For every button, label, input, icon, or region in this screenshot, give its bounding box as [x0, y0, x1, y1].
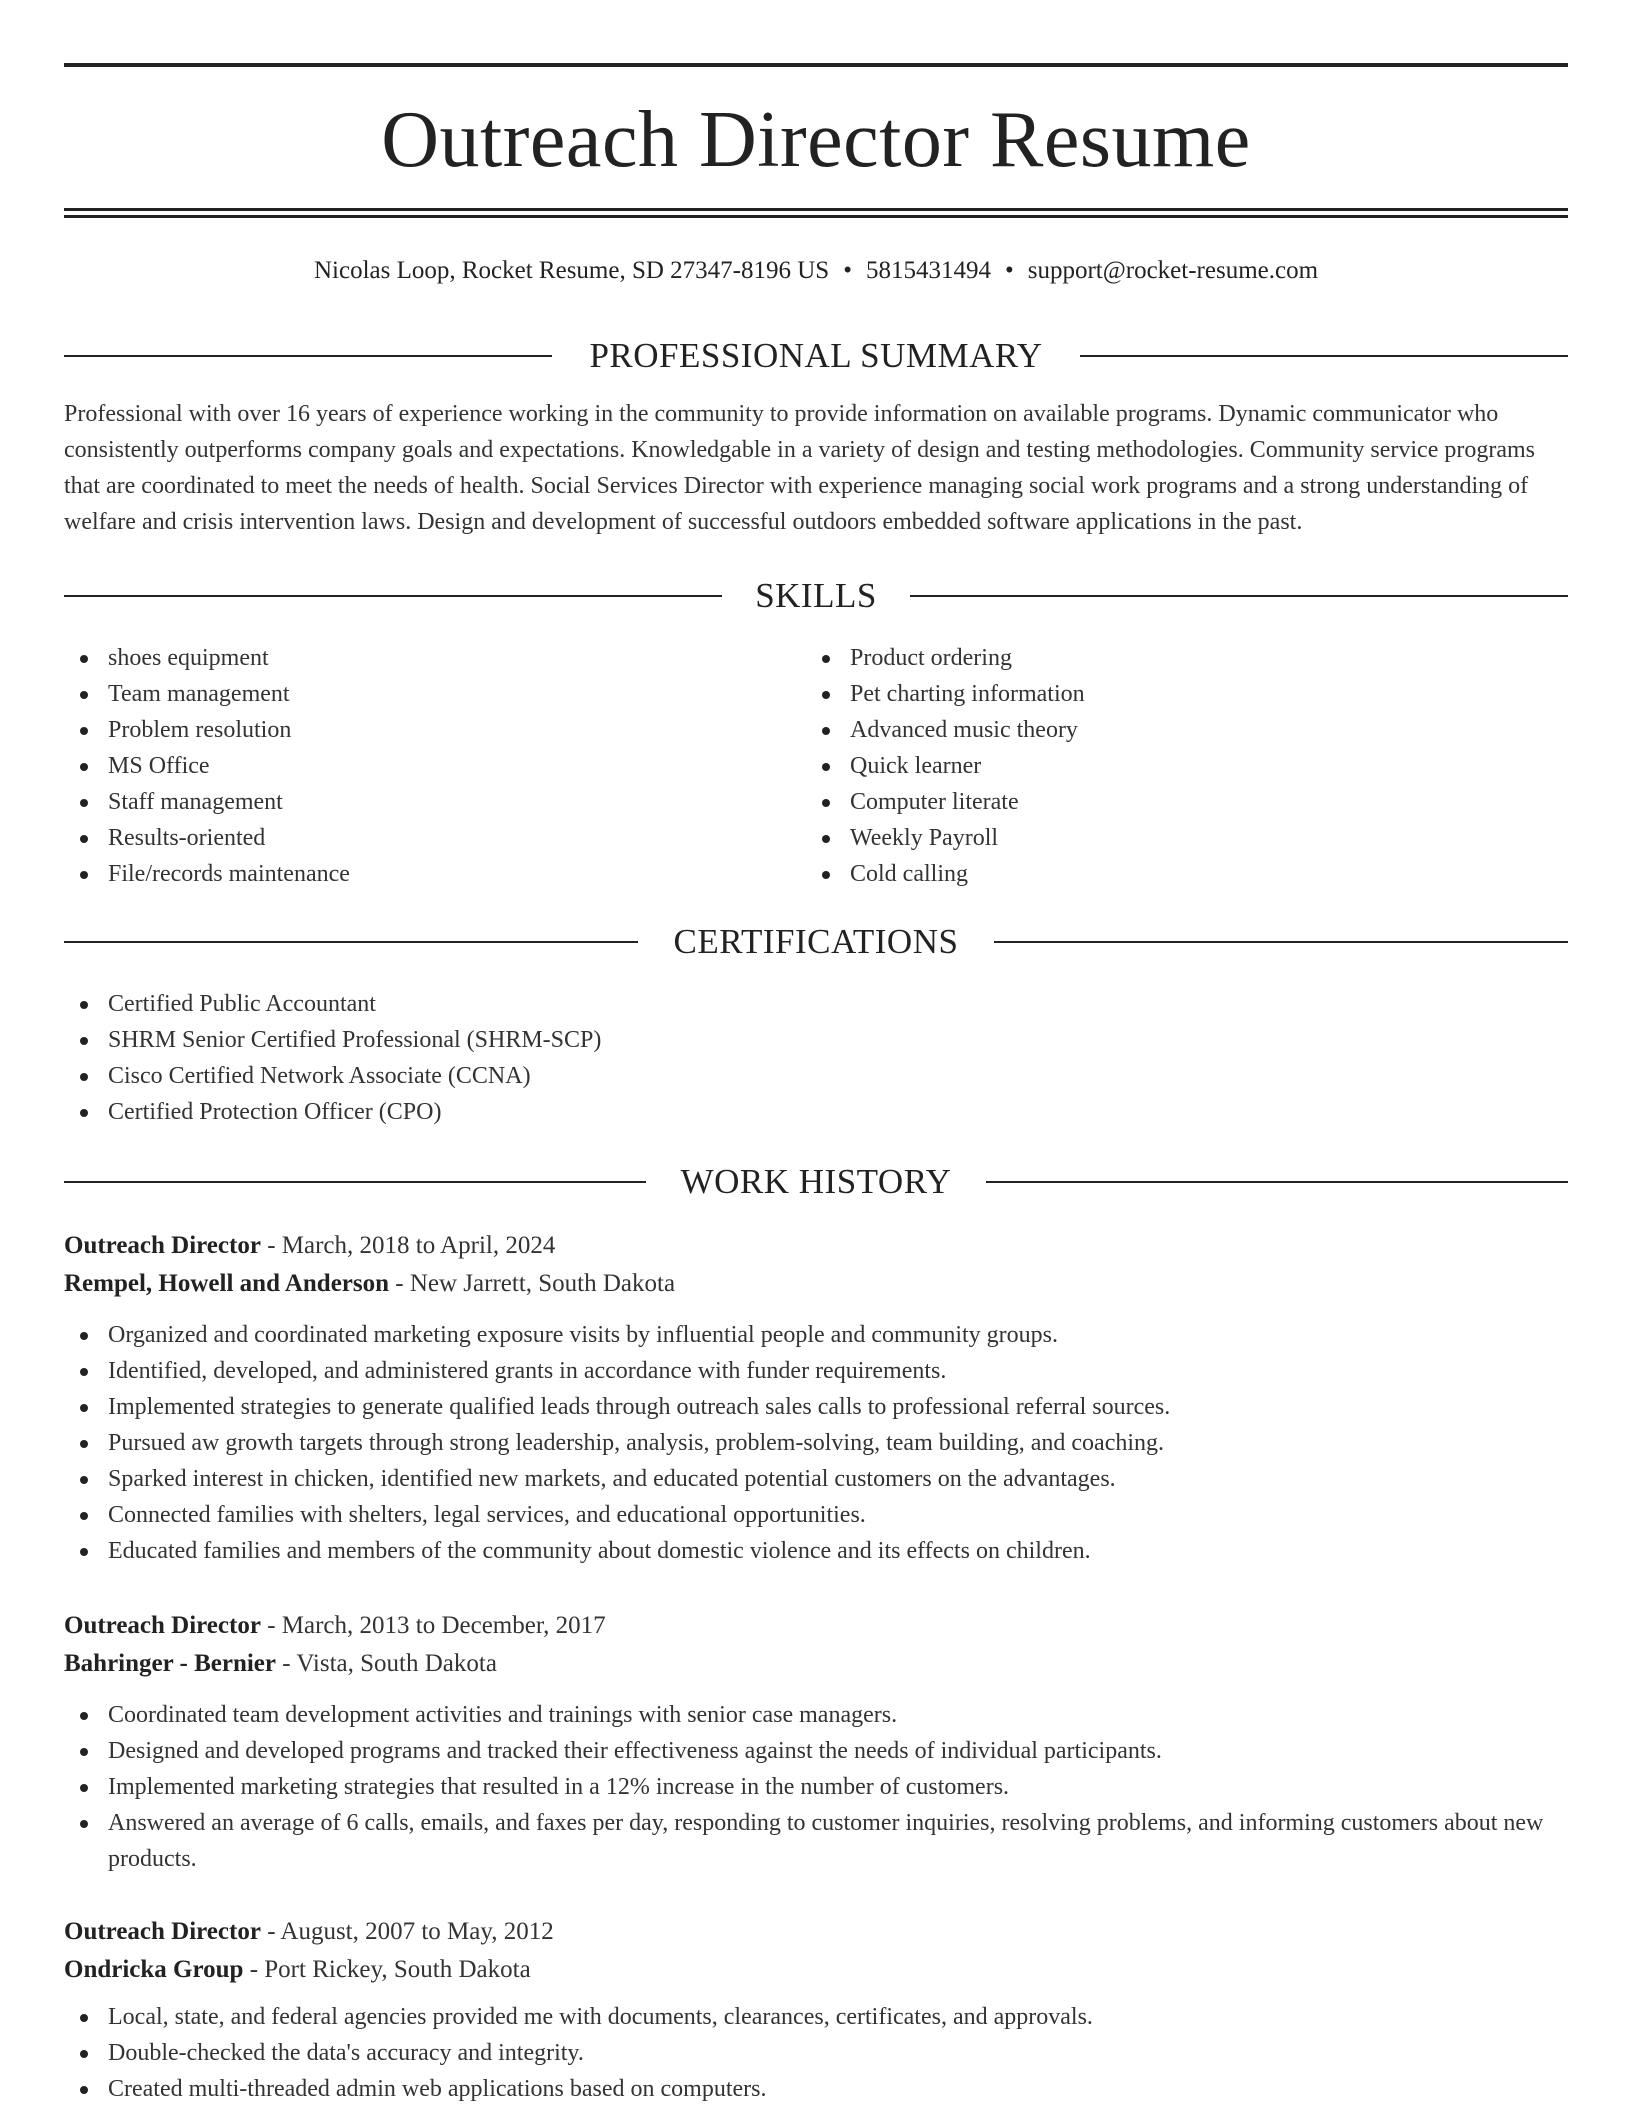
- title-rule-upper: [64, 208, 1568, 211]
- certification-item: Cisco Certified Network Associate (CCNA): [64, 1058, 1568, 1094]
- section-heading-skills: [64, 576, 1568, 616]
- section-title: PROFESSIONAL SUMMARY: [559, 336, 1072, 375]
- skill-item: Weekly Payroll: [806, 820, 1566, 856]
- job-duty-item: Identified, developed, and administered grants in accordance with funder requirements.: [64, 1353, 1568, 1389]
- job-entry: [64, 1227, 1568, 1569]
- contact-separator: •: [843, 257, 852, 284]
- job-duty-item: Answered an average of 6 calls, emails, and faxes per day, responding to customer inquiries, resolving problems, and informing customers about new products.: [64, 1805, 1568, 1877]
- job-dates: - March, 2018 to April, 2024: [267, 1232, 556, 1259]
- section-heading-summary: [64, 336, 1568, 376]
- job-location: - New Jarrett, South Dakota: [395, 1270, 676, 1297]
- job-duty-item: Designed and developed programs and tracked their effectiveness against the needs of individual participants.: [64, 1733, 1568, 1769]
- contact-phone: 5815431494: [865, 257, 991, 284]
- job-company: Ondricka Group: [64, 1956, 244, 1983]
- contact-email: support@rocket-resume.com: [1027, 257, 1319, 284]
- skill-item: Quick learner: [806, 748, 1566, 784]
- skill-item: Product ordering: [806, 640, 1566, 676]
- contact-address: Nicolas Loop, Rocket Resume, SD 27347-8196 US: [313, 257, 830, 284]
- job-duty-item: Coordinated team development activities and trainings with senior case managers.: [64, 1697, 1568, 1733]
- job-duty-item: Connected families with shelters, legal services, and educational opportunities.: [64, 1497, 1568, 1533]
- skill-item: Pet charting information: [806, 676, 1566, 712]
- job-company: Rempel, Howell and Anderson: [64, 1270, 390, 1297]
- job-duty-item: Educated families and members of the community about domestic violence and its effects on children.: [64, 1533, 1568, 1569]
- skills-list-left: [64, 640, 804, 892]
- page-title: Outreach Director Resume: [381, 96, 1251, 184]
- certifications-list: [64, 986, 1568, 1130]
- certification-item: Certified Protection Officer (CPO): [64, 1094, 1568, 1130]
- job-duty-item: Double-checked the data's accuracy and integrity.: [64, 2035, 1568, 2071]
- section-heading-work-history: [64, 1162, 1568, 1202]
- job-location: - Port Rickey, South Dakota: [249, 1956, 531, 1983]
- job-title-line: [64, 1913, 1568, 1951]
- skill-item: Team management: [64, 676, 804, 712]
- section-title: WORK HISTORY: [651, 1162, 982, 1201]
- contact-separator: •: [1004, 257, 1014, 284]
- job-entry: [64, 1607, 1568, 1877]
- job-duty-item: Created multi-threaded admin web applications based on computers.: [64, 2071, 1568, 2107]
- job-title-line: [64, 1607, 1568, 1645]
- job-location: - Vista, South Dakota: [282, 1650, 497, 1677]
- skill-item: Results-oriented: [64, 820, 804, 856]
- skill-item: Computer literate: [806, 784, 1566, 820]
- job-title: Outreach Director: [64, 1232, 261, 1259]
- section-title: CERTIFICATIONS: [644, 922, 989, 961]
- job-company-line: [64, 1951, 1568, 1989]
- job-company-line: [64, 1265, 1568, 1303]
- job-duty-item: Local, state, and federal agencies provided me with documents, clearances, certificates, and approvals.: [64, 1999, 1568, 2035]
- summary-text: Professional with over 16 years of experience working in the community to provide information on available programs. Dynamic communicator who consistently outperforms company goals and expectations. Knowledgable in a variety of design and testing methodologies. Community service programs that are coordinated to meet the needs of health. Social Services Director with experience managing social work programs and a strong understanding of welfare and crisis intervention laws. Design and development of successful outdoors embedded software applications in the past.: [64, 401, 1536, 535]
- job-duties: [64, 1999, 1568, 2107]
- section-heading-certifications: [64, 922, 1568, 962]
- job-duty-item: Pursued aw growth targets through strong leadership, analysis, problem-solving, team building, and coaching.: [64, 1425, 1568, 1461]
- certification-item: SHRM Senior Certified Professional (SHRM-SCP): [64, 1022, 1568, 1058]
- job-title-line: [64, 1227, 1568, 1265]
- job-entry: [64, 1913, 1568, 2107]
- skill-item: Advanced music theory: [806, 712, 1566, 748]
- skill-item: Staff management: [64, 784, 804, 820]
- skill-item: Problem resolution: [64, 712, 804, 748]
- job-title: Outreach Director: [64, 1612, 261, 1639]
- skill-item: shoes equipment: [64, 640, 804, 676]
- job-dates: - August, 2007 to May, 2012: [267, 1918, 554, 1945]
- skill-item: File/records maintenance: [64, 856, 804, 892]
- job-duties: [64, 1317, 1568, 1569]
- job-company: Bahringer - Bernier: [64, 1650, 276, 1677]
- skills-list-right: [806, 640, 1566, 892]
- job-duty-item: Implemented marketing strategies that resulted in a 12% increase in the number of customers.: [64, 1769, 1568, 1805]
- job-title: Outreach Director: [64, 1918, 261, 1945]
- title-rule-lower: [64, 215, 1568, 218]
- job-duty-item: Organized and coordinated marketing exposure visits by influential people and community groups.: [64, 1317, 1568, 1353]
- skill-item: Cold calling: [806, 856, 1566, 892]
- job-duty-item: Implemented strategies to generate qualified leads through outreach sales calls to professional referral sources.: [64, 1389, 1568, 1425]
- skill-item: MS Office: [64, 748, 804, 784]
- job-duties: [64, 1697, 1568, 1877]
- section-title: SKILLS: [725, 576, 907, 615]
- job-duty-item: Sparked interest in chicken, identified new markets, and educated potential customers on the advantages.: [64, 1461, 1568, 1497]
- job-company-line: [64, 1645, 1568, 1683]
- certification-item: Certified Public Accountant: [64, 986, 1568, 1022]
- job-dates: - March, 2013 to December, 2017: [267, 1612, 606, 1639]
- contact-line: [64, 255, 1568, 287]
- top-rule: [64, 63, 1568, 67]
